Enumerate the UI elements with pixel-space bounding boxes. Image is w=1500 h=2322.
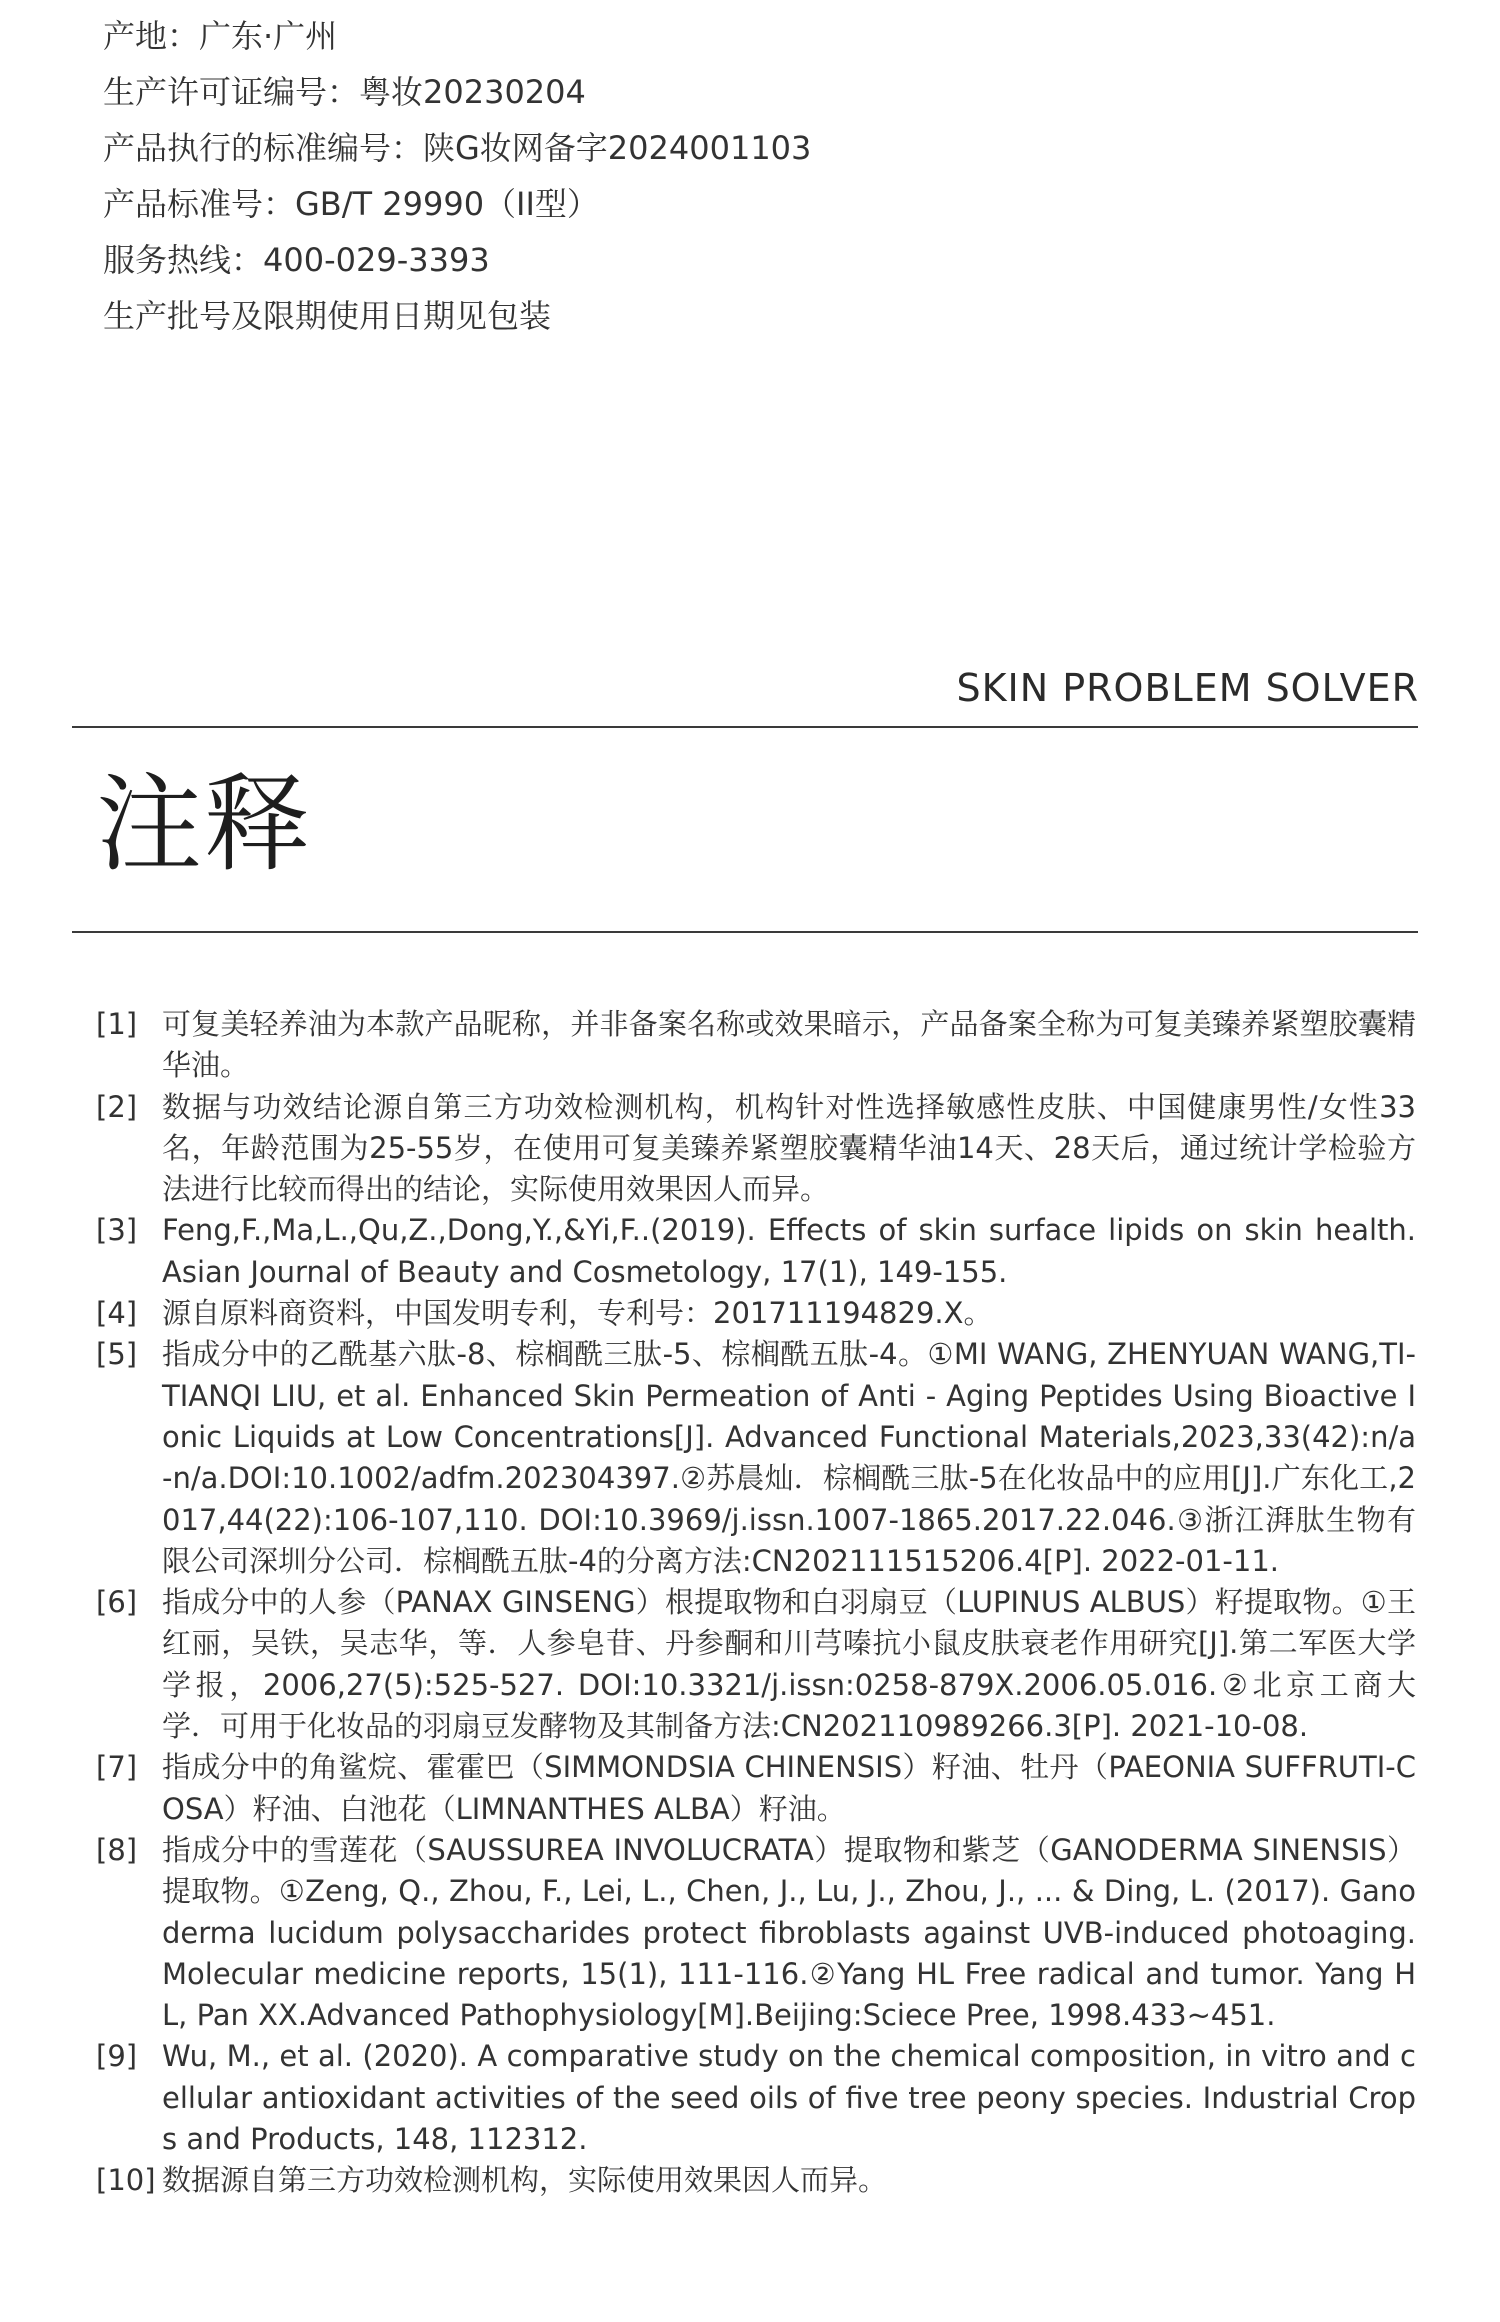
- note-number: [1]: [96, 1007, 138, 1041]
- note-number: [9]: [96, 2039, 138, 2074]
- note-text: 指成分中的人参（PANAX GINSENG）根提取物和白羽扇豆（LUPINUS ALBUS）籽提取物。①王红丽，吴铁，吴志华，等．人参皂苷、丹参酮和川芎嗪抗小鼠皮肤衰老作用研究[J].第二军医大学学报，2006,27(5):525-527. DOI:10.3321/j.issn:0258-879X.2006.05.016.②北京工商大学．可用于化妆品的羽扇豆发酵物及其制备方法:CN202110989266.3[P]. 2021-10-08.: [162, 1585, 1416, 1744]
- note-item: [96, 1087, 1416, 1211]
- note-number: [8]: [96, 1832, 138, 1867]
- note-number: [2]: [96, 1089, 138, 1124]
- note-text: 源自原料商资料，中国发明专利，专利号：201711194829.X。: [162, 1296, 993, 1331]
- product-info: [103, 8, 1403, 344]
- section-heading: 注释: [96, 763, 312, 886]
- note-item: [96, 1334, 1416, 1582]
- note-text: 指成分中的雪莲花（SAUSSUREA INVOLUCRATA）提取物和紫芝（GANODERMA SINENSIS）提取物。①Zeng, Q., Zhou, F., Lei, L., Chen, J., Lu, J., Zhou, J., ... & Ding, L. (2017). Ganoderma lucidum polysaccharides protect fibroblasts against UVB-induced photoaging. Molecular medicine reports, 15(1), 111-116.②Yang HL Free radical and tumor. Yang HL, Pan XX.Advanced Pathophysiology[M].Beijing:Sciece Pree, 1998.433~451.: [162, 1832, 1416, 2033]
- note-text: 数据源自第三方功效检测机构，实际使用效果因人而异。: [162, 2163, 888, 2198]
- note-item: [96, 1830, 1416, 2036]
- note-text: 可复美轻养油为本款产品昵称，并非备案名称或效果暗示，产品备案全称为可复美臻养紧塑胶囊精华油。: [162, 1007, 1416, 1083]
- note-number: [10]: [96, 2163, 156, 2198]
- note-number: [6]: [96, 1585, 138, 1620]
- note-item: [96, 1004, 1416, 1087]
- note-item: [96, 1747, 1416, 1830]
- note-number: [3]: [96, 1213, 138, 1248]
- batch-expiry-line: 生产批号及限期使用日期见包装: [103, 297, 552, 335]
- note-text: Feng,F.,Ma,L.,Qu,Z.,Dong,Y.,&Yi,F..(2019). Effects of skin surface lipids on skin health. Asian Journal of Beauty and Cosmetology, 17(1), 149-155.: [162, 1213, 1416, 1289]
- notes-list: [96, 1004, 1416, 2202]
- note-item: [96, 1582, 1416, 1747]
- standard-number-line: 产品标准号：GB/T 29990（II型）: [103, 185, 599, 223]
- divider-bottom: [72, 931, 1418, 933]
- note-text: Wu, M., et al. (2020). A comparative study on the chemical composition, in vitro and cellular antioxidant activities of the seed oils of five tree peony species. Industrial Crops and Products, 148, 112312.: [162, 2039, 1416, 2157]
- divider-top: [72, 726, 1418, 728]
- note-number: [7]: [96, 1750, 138, 1785]
- license-number-line: 生产许可证编号：粤妆20230204: [103, 73, 586, 111]
- note-text: 数据与功效结论源自第三方功效检测机构，机构针对性选择敏感性皮肤、中国健康男性/女性33名，年龄范围为25-55岁，在使用可复美臻养紧塑胶囊精华油14天、28天后，通过统计学检验方法进行比较而得出的结论，实际使用效果因人而异。: [162, 1089, 1416, 1207]
- note-item: [96, 2160, 1416, 2201]
- note-text: 指成分中的角鲨烷、霍霍巴（SIMMONDSIA CHINENSIS）籽油、牡丹（PAEONIA SUFFRUTI-COSA）籽油、白池花（LIMNANTHES ALBA）籽油。: [162, 1750, 1416, 1826]
- note-number: [5]: [96, 1337, 138, 1372]
- note-item: [96, 1210, 1416, 1293]
- note-item: [96, 1293, 1416, 1334]
- note-item: [96, 2036, 1416, 2160]
- origin-line: 产地：广东·广州: [103, 17, 338, 55]
- filing-number-line: 产品执行的标准编号：陕G妆网备字2024001103: [103, 129, 812, 167]
- note-text: 指成分中的乙酰基六肽-8、棕榈酰三肽-5、棕榈酰五肽-4。①MI WANG, ZHENYUAN WANG,TI-TIANQI LIU, et al. Enhanced Skin Permeation of Anti - Aging Peptides Using Bioactive Ionic Liquids at Low Concentrations[J]. Advanced Functional Materials,2023,33(42):n/a-n/a.DOI:10.1002/adfm.202304397.②苏晨灿．棕榈酰三肽-5在化妆品中的应用[J].广东化工,2017,44(22):106-107,110. DOI:10.3969/j.issn.1007-1865.2017.22.046.③浙江湃肽生物有限公司深圳分公司．棕榈酰五肽-4的分离方法:CN202111515206.4[P]. 2022-01-11.: [162, 1337, 1416, 1578]
- note-number: [4]: [96, 1296, 138, 1331]
- hotline-line: 服务热线：400-029-3393: [103, 241, 490, 279]
- brand-slogan: SKIN PROBLEM SOLVER: [956, 666, 1419, 710]
